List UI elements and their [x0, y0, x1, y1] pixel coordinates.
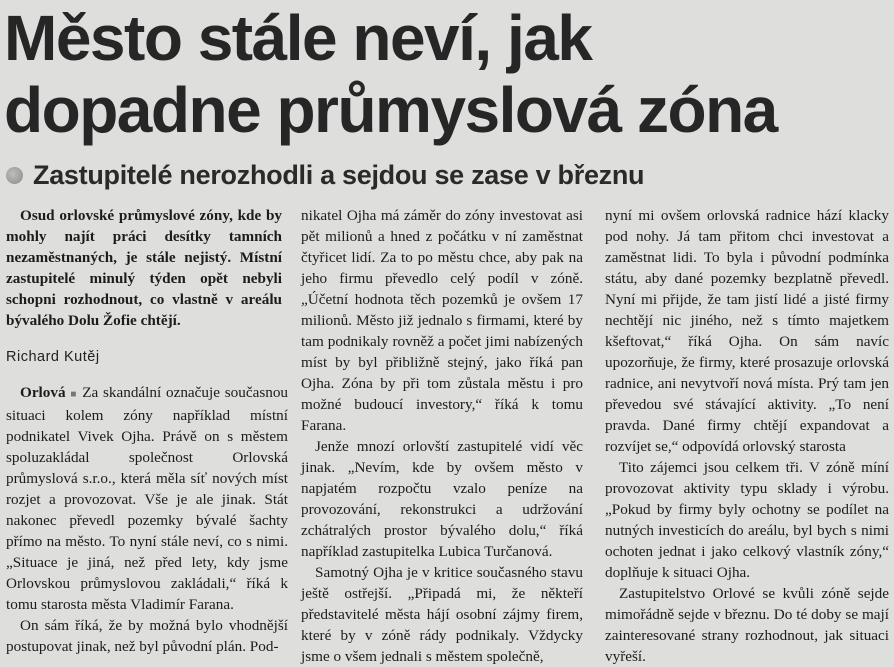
dateline: Orlová — [20, 384, 66, 401]
body-paragraph: Tito zájemci jsou celkem tři. V zóně míní provozovat aktivity typu sklady i výrobu. „Pokud by firmy byly ochotny se podílet na nutných investicích do areálu, byl bych s nimi ochoten jednat i jako celkový vlastník zóny,“ doplňuje k situaci Ojha. — [605, 459, 889, 581]
headline-line-2: dopadne průmyslová zóna — [4, 74, 777, 146]
subheadline-text: Zastupitelé nerozhodli a sejdou se zase v březnu — [33, 160, 645, 190]
bullet-icon — [6, 167, 23, 184]
headline-line-1: Město stále neví, jak — [4, 2, 592, 74]
article-subheadline — [6, 160, 644, 191]
body-paragraph: nyní mi ovšem orlovská radnice hází klacky pod nohy. Já tam přitom chci investovat a zaměstnat lidi. To byla i původní podmínka státu, aby dané pozemky bezplatně převedl. Nyní mi přijde, že tam jistí lidé a jisté firmy nechtějí nic jiného, než s tímto majetkem kšeftovat,“ říká Ojha. On sám navíc upozorňuje, že firmy, které prosazuje orlovská radnice, ani nevytvoří nová místa. Prý tam jen převedou své stávající aktivity. „To není pravda. Dané firmy chtějí expandovat a rozvíjet se,“ odpovídá orlovský starosta — [605, 207, 889, 455]
body-paragraph: Samotný Ojha je v kritice současného stavu ještě ostřejší. „Připadá mi, že někteří představitelé města hájí osobní zájmy firem, které by v zóně rády podnikaly. Vždycky jsme o všem jednali s městem společně, — [301, 564, 583, 665]
body-paragraph: nikatel Ojha má záměr do zóny investovat asi pět milionů a hned z počátku v ní zaměstnat čtyřicet lidí. Za to po městu chce, aby pak na jeho firmu převedlo celý podíl v zóně. „Účetní hodnota těch pozemků je ovšem 17 milionů. Město již jednalo s firmami, které by tam podnikaly rovněž a počet jimi nabízených míst by byl přibližně stejný, jako říká pan Ojha. Zóna by při tom zůstala městu i pro možné budoucí investory,“ říká k tomu Farana. — [301, 207, 583, 434]
author-byline: Richard Kutěj — [6, 349, 100, 365]
body-paragraph: On sám říká, že by možná bylo vhodnější postupovat jinak, než byl původní plán. Pod- — [6, 617, 288, 655]
body-paragraph — [6, 382, 288, 615]
body-paragraph: Zastupitelstvo Orlové se kvůli zóně sejde mimořádně sejde v březnu. Do té doby se mají zainteresované strany rozhodnout, jak situaci vyřeší. — [605, 585, 889, 665]
article-lead: Osud orlovské průmyslové zóny, kde by mohly najít práci desítky tamních nezaměstnaných, je stále nejistý. Místní zastupitelé minulý týden opět nebyli schopni rozhodnout, co vlastně v areálu bývalého Dolu Žofie chtějí. — [6, 207, 282, 329]
article-headline — [4, 2, 890, 146]
article-column-1 — [6, 205, 288, 657]
body-paragraph: Jenže mnozí orlovští zastupitelé vidí věc jinak. „Nevím, kde by ovšem město v napjatém rozpočtu vzalo peníze na provozování, rekonstrukci a udržování zchátralých prostor bývalého dolu,“ říká například zastupitelka Lubica Turčanová. — [301, 438, 583, 560]
dateline-separator: ■ — [70, 389, 78, 400]
body-text: Za skandální označuje současnou situaci kolem zóny například místní podnikatel Vivek Ojha. Právě on s městem spoluzakládal společnost Orlovská průmyslová s.r.o., která měla síť nových míst rozjet a provozovat. Vše je ale jinak. Stát nakonec převedl pozemky bývalé šachty přímo na město. To nyní stále neví, co s nimi. „Situace je jiná, než před lety, kdy jsme Orlovskou průmyslovou zakládali,“ říká k tomu starosta města Vladimír Farana. — [6, 384, 289, 613]
